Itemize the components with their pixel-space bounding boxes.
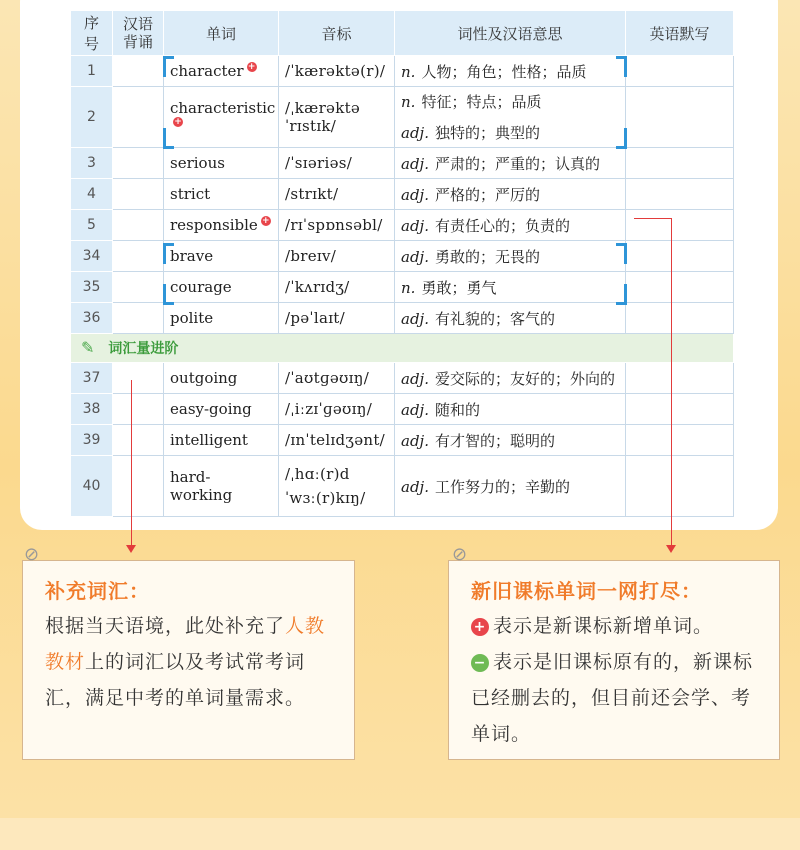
phonetic-cell [279, 241, 395, 272]
plus-circle-icon: + [471, 618, 489, 636]
group-bracket-top-left [163, 243, 174, 264]
table-row [71, 148, 734, 179]
meaning-text: 独特的；典型的 [434, 124, 540, 142]
word-text: characteristic [170, 99, 276, 117]
meaning-text: 有礼貌的；客气的 [434, 309, 555, 328]
note-body [471, 608, 757, 752]
row-number: 38 [71, 394, 113, 425]
part-of-speech: adj. [401, 477, 429, 496]
minus-circle-icon: − [471, 654, 489, 672]
table-header [71, 11, 734, 56]
note-text: 上的词汇以及考试常考词汇，满足中考的单词量需求。 [45, 651, 306, 709]
table-row [71, 456, 734, 517]
dictation-cell[interactable] [626, 56, 734, 87]
recite-cell[interactable] [113, 56, 164, 87]
dictation-cell[interactable] [626, 425, 734, 456]
phonetic-cell [279, 210, 395, 241]
paperclip-icon: ⊘ [24, 544, 40, 565]
phonetic-cell [279, 456, 395, 517]
group-bracket-bottom-left [163, 128, 174, 149]
meaning-cell [395, 394, 626, 425]
word-cell [164, 394, 279, 425]
part-of-speech: adj. [401, 369, 429, 388]
section-row [71, 334, 734, 363]
group-bracket-bottom-right [616, 128, 627, 149]
sense [401, 277, 619, 298]
phonetic-cell [279, 87, 395, 148]
new-word-plus-icon: + [174, 117, 182, 127]
leader-line-right-v [671, 218, 672, 545]
word-text: hard-working [170, 468, 233, 504]
word-cell [164, 241, 279, 272]
phonetic-cell [279, 303, 395, 334]
part-of-speech: adj. [401, 309, 429, 328]
word-cell [164, 56, 279, 87]
part-of-speech: n. [401, 62, 416, 81]
meaning-cell [395, 87, 626, 148]
row-number: 34 [71, 241, 113, 272]
word-text: polite [170, 309, 214, 327]
word-text: strict [170, 185, 211, 203]
recite-cell[interactable] [113, 425, 164, 456]
meaning-cell [395, 272, 626, 303]
legend-old-text: 表示是旧课标原有的，新课标已经删去的，但目前还会学、考单词。 [471, 651, 754, 745]
word-cell [164, 363, 279, 394]
legend-old [471, 644, 757, 752]
dictation-cell[interactable] [626, 363, 734, 394]
phonetic-cell [279, 363, 395, 394]
sense [401, 368, 619, 389]
word-cell [164, 148, 279, 179]
table-row [71, 210, 734, 241]
note-title: 新旧课标单词一网打尽： [471, 579, 702, 603]
sense [401, 399, 619, 420]
phonetic-text: ˈwɜː(r)kɪŋ/ [285, 489, 366, 507]
dictation-cell[interactable] [626, 303, 734, 334]
note-curriculum-legend [448, 560, 780, 760]
group-bracket-top-right [616, 56, 627, 77]
phonetic-text: /ˌhɑː(r)d [285, 465, 350, 483]
dictation-cell[interactable] [626, 241, 734, 272]
phonetic-cell [279, 56, 395, 87]
table-row [71, 363, 734, 394]
word-text: courage [170, 278, 232, 296]
recite-cell[interactable] [113, 210, 164, 241]
row-number: 36 [71, 303, 113, 334]
table-row [71, 179, 734, 210]
part-of-speech: n. [401, 278, 416, 297]
phonetic-text: /ˌiːzɪˈɡəʊɪŋ/ [285, 400, 373, 418]
meaning-cell [395, 179, 626, 210]
group-bracket-top-right [616, 243, 627, 264]
group-bracket-bottom-right [616, 284, 627, 305]
group-bracket-bottom-left [163, 284, 174, 305]
meaning-cell [395, 56, 626, 87]
header-num: 序号 [71, 11, 113, 56]
word-cell [164, 425, 279, 456]
word-text: outgoing [170, 369, 238, 387]
meaning-cell [395, 425, 626, 456]
dictation-cell[interactable] [626, 179, 734, 210]
sense [401, 215, 619, 236]
meaning-text: 工作努力的；辛勤的 [434, 477, 570, 496]
meaning-cell [395, 210, 626, 241]
phonetic-text: /ɪnˈtelɪdʒənt/ [285, 431, 386, 449]
dictation-cell[interactable] [626, 87, 734, 148]
word-cell [164, 303, 279, 334]
recite-cell[interactable] [113, 241, 164, 272]
sense [401, 308, 619, 329]
phonetic-cell [279, 425, 395, 456]
word-text: intelligent [170, 431, 248, 449]
row-number: 35 [71, 272, 113, 303]
word-text: responsible [170, 216, 258, 234]
sense [401, 153, 619, 174]
pencil-icon: ✎ [81, 338, 95, 357]
phonetic-cell [279, 272, 395, 303]
leader-line-right-h [634, 218, 672, 219]
note-title: 补充词汇： [45, 579, 150, 603]
row-number: 4 [71, 179, 113, 210]
bottom-band [0, 818, 800, 850]
sense [401, 91, 619, 112]
sense [401, 430, 619, 451]
word-cell [164, 87, 279, 148]
meaning-text: 严肃的；严重的；认真的 [434, 154, 600, 173]
meaning-text: 勇敢；勇气 [421, 278, 497, 297]
table-row [71, 303, 734, 334]
group-bracket-top-left [163, 56, 174, 77]
sense [401, 246, 619, 267]
meaning-text: 爱交际的；友好的；外向的 [434, 369, 615, 388]
new-word-plus-icon: + [247, 62, 256, 72]
dictation-cell[interactable] [626, 272, 734, 303]
word-cell [164, 272, 279, 303]
dictation-cell[interactable] [626, 456, 734, 517]
leader-arrow-left [126, 545, 136, 553]
part-of-speech: adj. [401, 400, 429, 419]
note-highlight: 人教教材 [45, 615, 326, 673]
dictation-cell[interactable] [626, 148, 734, 179]
recite-cell[interactable] [113, 87, 164, 148]
part-of-speech: adj. [401, 247, 429, 266]
phonetic-text: /ˈkærəktə(r)/ [285, 62, 386, 80]
phonetic-text: /ˈkʌrɪdʒ/ [285, 278, 350, 296]
word-text: serious [170, 154, 225, 172]
note-text: 根据当天语境，此处补充了 [45, 615, 286, 637]
recite-cell[interactable] [113, 148, 164, 179]
part-of-speech: adj. [401, 431, 429, 450]
meaning-cell [395, 241, 626, 272]
part-of-speech: adj. [401, 216, 429, 235]
meaning-cell [395, 456, 626, 517]
new-word-plus-icon: + [262, 216, 270, 226]
recite-cell[interactable] [113, 363, 164, 394]
sense [401, 184, 619, 205]
table-row [71, 425, 734, 456]
phonetic-text: /strɪkt/ [285, 185, 339, 203]
recite-cell[interactable] [113, 179, 164, 210]
phonetic-text: /breɪv/ [285, 247, 337, 265]
row-number: 2 [71, 87, 113, 148]
row-number: 5 [71, 210, 113, 241]
note-body [45, 608, 332, 716]
recite-cell[interactable] [113, 456, 164, 517]
word-text: character [170, 62, 244, 80]
meaning-cell [395, 148, 626, 179]
meaning-text: 有才智的；聪明的 [434, 431, 555, 450]
phonetic-text: /rɪˈspɒnsəbl/ [285, 216, 383, 234]
phonetic-text: /pəˈlaɪt/ [285, 309, 345, 327]
part-of-speech: adj. [401, 124, 429, 142]
paperclip-icon: ⊘ [452, 544, 468, 565]
meaning-cell [395, 303, 626, 334]
header-word: 单词 [164, 11, 279, 56]
phonetic-text: /ˈaʊtɡəʊɪŋ/ [285, 369, 370, 387]
leader-arrow-right [666, 545, 676, 553]
legend-new [471, 608, 757, 644]
meaning-text: 勇敢的；无畏的 [434, 247, 540, 266]
meaning-text: 严格的；严厉的 [434, 185, 540, 204]
row-number: 3 [71, 148, 113, 179]
sense [401, 476, 619, 497]
sense [401, 61, 619, 82]
leader-line-left [131, 380, 132, 545]
word-cell [164, 179, 279, 210]
phonetic-text: /ˈsɪəriəs/ [285, 154, 353, 172]
word-cell [164, 456, 279, 517]
row-number: 40 [71, 456, 113, 517]
row-number: 1 [71, 56, 113, 87]
section-cell [71, 334, 734, 363]
header-recite: 汉语 背诵 [113, 11, 164, 56]
word-text: easy-going [170, 400, 252, 418]
phonetic-cell [279, 179, 395, 210]
header-dictation: 英语默写 [626, 11, 734, 56]
meaning-text: 随和的 [434, 400, 480, 419]
recite-cell[interactable] [113, 303, 164, 334]
recite-cell[interactable] [113, 272, 164, 303]
header-meaning: 词性及汉语意思 [395, 11, 626, 56]
phonetic-cell [279, 394, 395, 425]
meaning-text: 特征；特点；品质 [421, 93, 542, 111]
phonetic-text: /ˌkærəktəˈrɪstɪk/ [285, 99, 361, 135]
word-text: brave [170, 247, 214, 265]
recite-cell[interactable] [113, 394, 164, 425]
row-number: 37 [71, 363, 113, 394]
phonetic-cell [279, 148, 395, 179]
header-phonetic: 音标 [279, 11, 395, 56]
part-of-speech: adj. [401, 185, 429, 204]
part-of-speech: adj. [401, 154, 429, 173]
dictation-cell[interactable] [626, 394, 734, 425]
sense [401, 122, 619, 143]
table-row [71, 394, 734, 425]
row-number: 39 [71, 425, 113, 456]
word-cell [164, 210, 279, 241]
meaning-text: 有责任心的；负责的 [434, 216, 570, 235]
section-label: 词汇量进阶 [108, 341, 179, 357]
dictation-cell[interactable] [626, 210, 734, 241]
part-of-speech: n. [401, 93, 416, 111]
note-supplementary-vocab [22, 560, 355, 760]
meaning-text: 人物；角色；性格；品质 [421, 62, 587, 81]
meaning-cell [395, 363, 626, 394]
legend-new-text: 表示是新课标新增单词。 [493, 615, 714, 637]
